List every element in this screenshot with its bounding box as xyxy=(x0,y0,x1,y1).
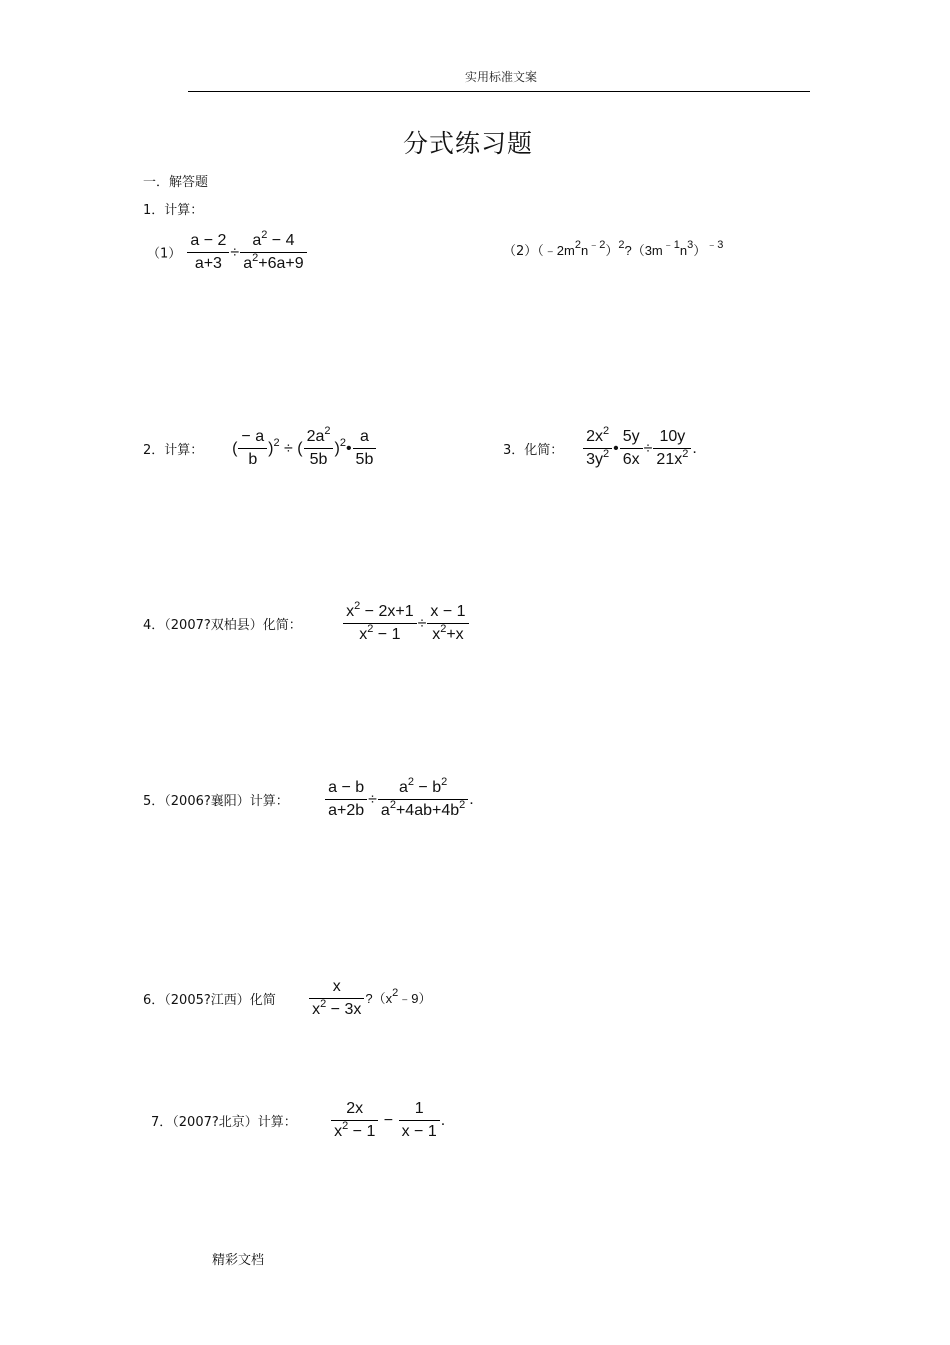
problem-7-expression: $\frac{2x}{x^2 - 1}$ − $\frac{1}{x - 1}$ . xyxy=(330,1112,445,1129)
problem-4-expression: $\frac{x^2 - 2x+1}{x^2 - 1}$ ÷ $\frac{x - 1}{x^2+x}$ xyxy=(342,615,469,632)
problem-1a-expression: $\frac{a - 2}{a+3}$ ÷ $\frac{a^2 - 4}{a^2+6a+9}$ xyxy=(186,244,307,261)
page-header: 实用标准文案 xyxy=(465,70,538,84)
page-title: 分式练习题 xyxy=(403,129,534,158)
header-rule xyxy=(188,91,810,92)
problem-3-expression: $\frac{2x^2}{3y^2}$ • $\frac{5y}{6x}$ ÷ $\frac{10y}{21x^2}$ . xyxy=(582,440,697,457)
problem-7-label: 7．（2007?北京）计算： xyxy=(151,1114,297,1130)
problem-6-label: 6．（2005?江西）化简 xyxy=(143,992,276,1008)
problem-6 xyxy=(143,978,431,1019)
problem-3 xyxy=(503,425,697,469)
problem-1a-label: （1） xyxy=(147,246,182,262)
page-footer: 精彩文档 xyxy=(212,1253,265,1268)
problem-1b-label: （2） xyxy=(503,244,538,259)
problem-5 xyxy=(143,776,474,820)
problem-6-expression: $\frac{x}{x^2 - 3x}$ $?(x^2﹣9)$ xyxy=(308,990,431,1007)
section-heading: 一．解答题 xyxy=(143,175,209,190)
problem-3-label: 3．化简： xyxy=(503,442,564,458)
problem-1b-expression: $(﹣2m^2n^{﹣2})^2?(3m^{﹣1}n^3)^{﹣3}$ xyxy=(537,239,724,258)
problem-1-label: 1．计算： xyxy=(143,203,204,218)
problem-1b xyxy=(503,240,723,259)
problem-1a xyxy=(147,229,308,273)
problem-2-label: 2．计算： xyxy=(143,442,204,458)
problem-7 xyxy=(151,1100,445,1141)
problem-2-expression: ( $\frac{- a}{b}$ )$^2$ ÷ ( $\frac{2a^2}{5b}$ )$^2$• $\frac{a}{5b}$ xyxy=(232,440,377,457)
problem-4-label: 4．（2007?双柏县）化简： xyxy=(143,617,302,633)
problem-4 xyxy=(143,600,470,644)
problem-5-label: 5．（2006?襄阳）计算： xyxy=(143,793,289,809)
problem-5-expression: $\frac{a - b}{a+2b}$ ÷ $\frac{a^2 - b^2}{a^2+4ab+4b^2}$ . xyxy=(324,791,474,808)
problem-2 xyxy=(143,425,377,469)
